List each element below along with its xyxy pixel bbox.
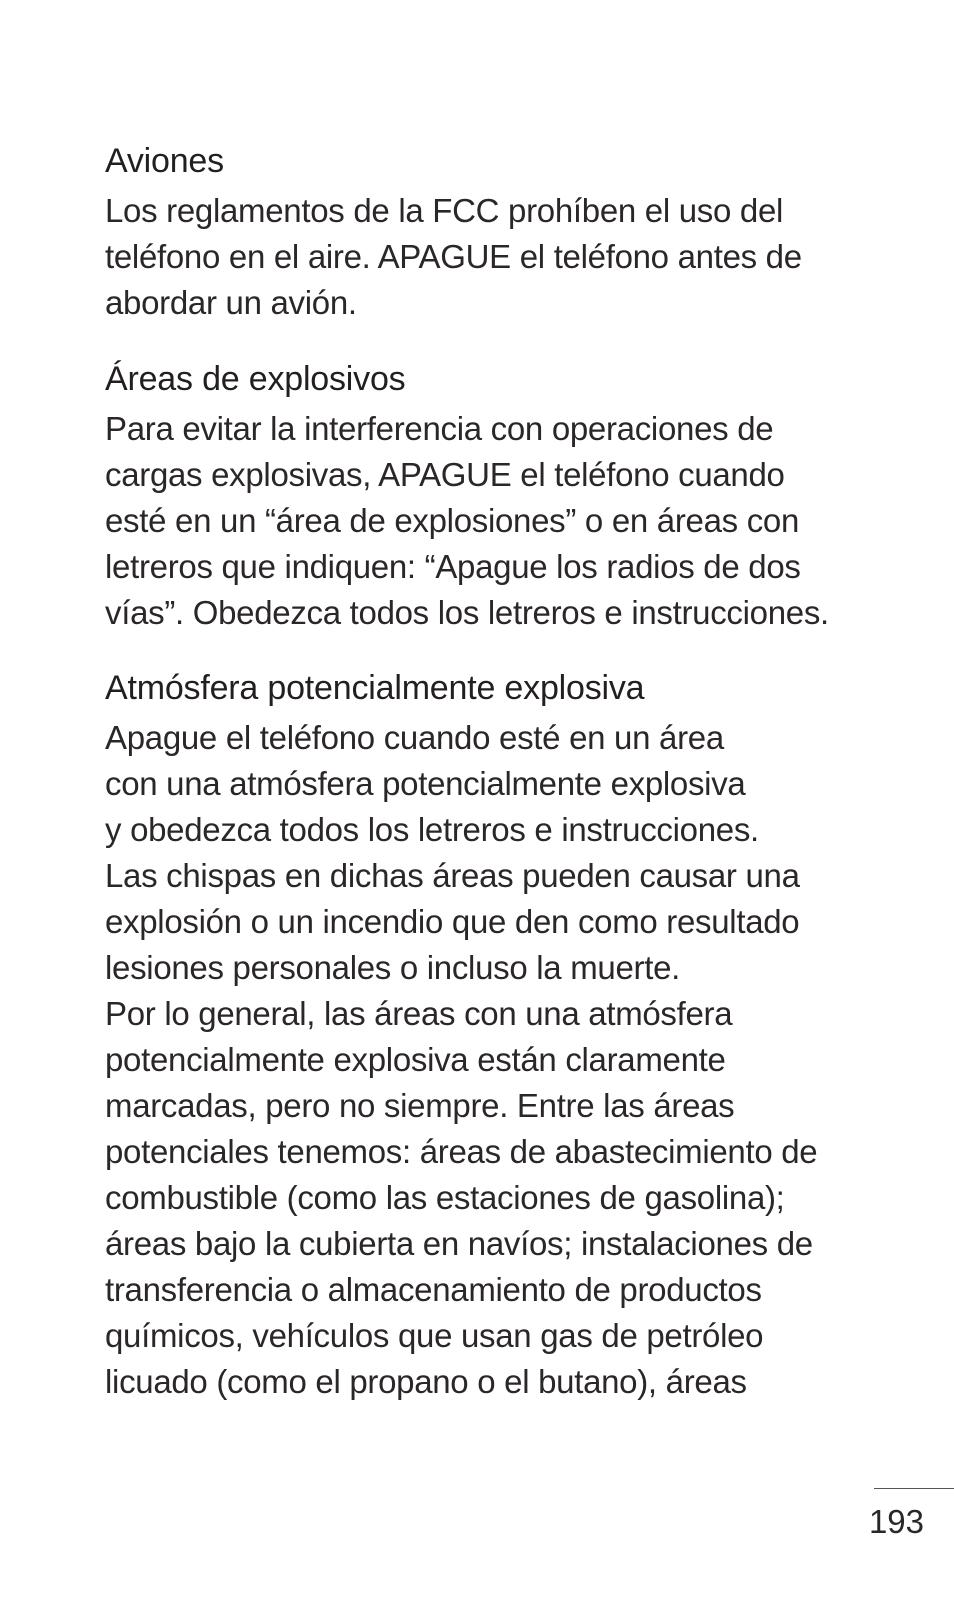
text-line: lesiones personales o incluso la muerte. [105, 949, 680, 986]
text-line: áreas bajo la cubierta en navíos; instalaciones de [105, 1225, 813, 1262]
text-line: potenciales tenemos: áreas de abastecimiento de [105, 1133, 818, 1170]
text-line: Los reglamentos de la FCC prohíben el uso del [105, 192, 784, 229]
text-line: Por lo general, las áreas con una atmósfera [105, 995, 733, 1032]
text-line: abordar un avión. [105, 284, 357, 321]
section-paragraph [105, 406, 829, 636]
text-line: Las chispas en dichas áreas pueden causar una [105, 857, 800, 894]
page-number: 193 [868, 1503, 924, 1540]
text-line: potencialmente explosiva están claramente [105, 1041, 726, 1078]
text-line: vías”. Obedezca todos los letreros e instrucciones. [105, 594, 829, 631]
text-line: marcadas, pero no siempre. Entre las áreas [105, 1087, 735, 1124]
section-heading: Áreas de explosivos [105, 360, 406, 398]
text-line: transferencia o almacenamiento de productos [105, 1271, 762, 1308]
text-line: químicos, vehículos que usan gas de petróleo [105, 1317, 764, 1354]
section-atmosfera-potencialmente-explosiva [105, 665, 817, 1405]
section-heading: Aviones [105, 142, 224, 180]
section-areas-de-explosivos [105, 356, 829, 636]
text-line: y obedezca todos los letreros e instrucciones. [105, 811, 759, 848]
section-heading: Atmósfera potencialmente explosiva [105, 669, 645, 707]
section-paragraph [105, 188, 802, 326]
text-line: cargas explosivas, APAGUE el teléfono cuando [105, 456, 785, 493]
text-line: Apague el teléfono cuando esté en un área [105, 719, 724, 756]
text-line: combustible (como las estaciones de gasolina); [105, 1179, 785, 1216]
section-paragraph [105, 715, 817, 1405]
text-line: letreros que indiquen: “Apague los radios de dos [105, 548, 801, 585]
text-line: explosión o un incendio que den como resultado [105, 903, 800, 940]
text-line: Para evitar la interferencia con operaciones de [105, 410, 774, 447]
text-line: esté en un “área de explosiones” o en áreas con [105, 502, 800, 539]
text-line: teléfono en el aire. APAGUE el teléfono antes de [105, 238, 802, 275]
text-line: con una atmósfera potencialmente explosiva [105, 765, 746, 802]
section-aviones [105, 138, 802, 326]
footer-divider [874, 1488, 954, 1489]
text-line: licuado (como el propano o el butano), áreas [105, 1363, 747, 1400]
